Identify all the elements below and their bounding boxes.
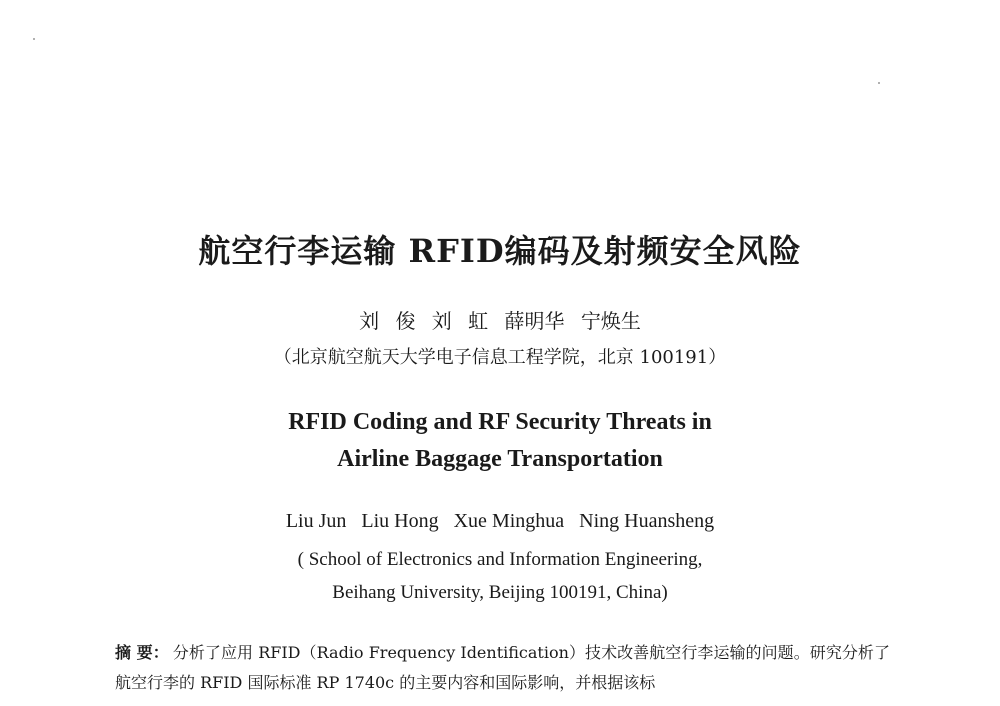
affiliation-en-line2: Beihang University, Beijing 100191, China) [332,582,668,603]
abstract-text: 分析了应用 RFID（Radio Frequency Identification）技术改善航空行李运输的问题。研究分析了航空行李的 RFID 国际标准 RP 1740c 的主要内容和国际影响，并根据该标 [115,643,890,692]
author-list-en: Liu Jun Liu Hong Xue Minghua Ning Huansheng [285,510,715,532]
paper-title-cn: 航空行李运输 RFID编码及射频安全风险 [198,232,802,270]
affiliation-cn: （北京航空航天大学电子信息工程学院，北京 100191） [273,347,727,368]
author-list-cn: 刘 俊 刘 虹 薛明华 宁焕生 [359,309,641,333]
paper-title-en [0,404,1000,478]
affiliation-en-line1: ( School of Electronics and Information Engineering, [297,549,703,570]
paper-title-en-line1: RFID Coding and RF Security Threats in [288,409,712,435]
paper-title-en-line2: Airline Baggage Transportation [337,446,663,472]
affiliation-en [0,543,1000,609]
abstract [115,638,890,698]
scan-speck [33,38,35,40]
scan-speck [878,82,880,84]
abstract-label: 摘 要： [115,643,169,662]
